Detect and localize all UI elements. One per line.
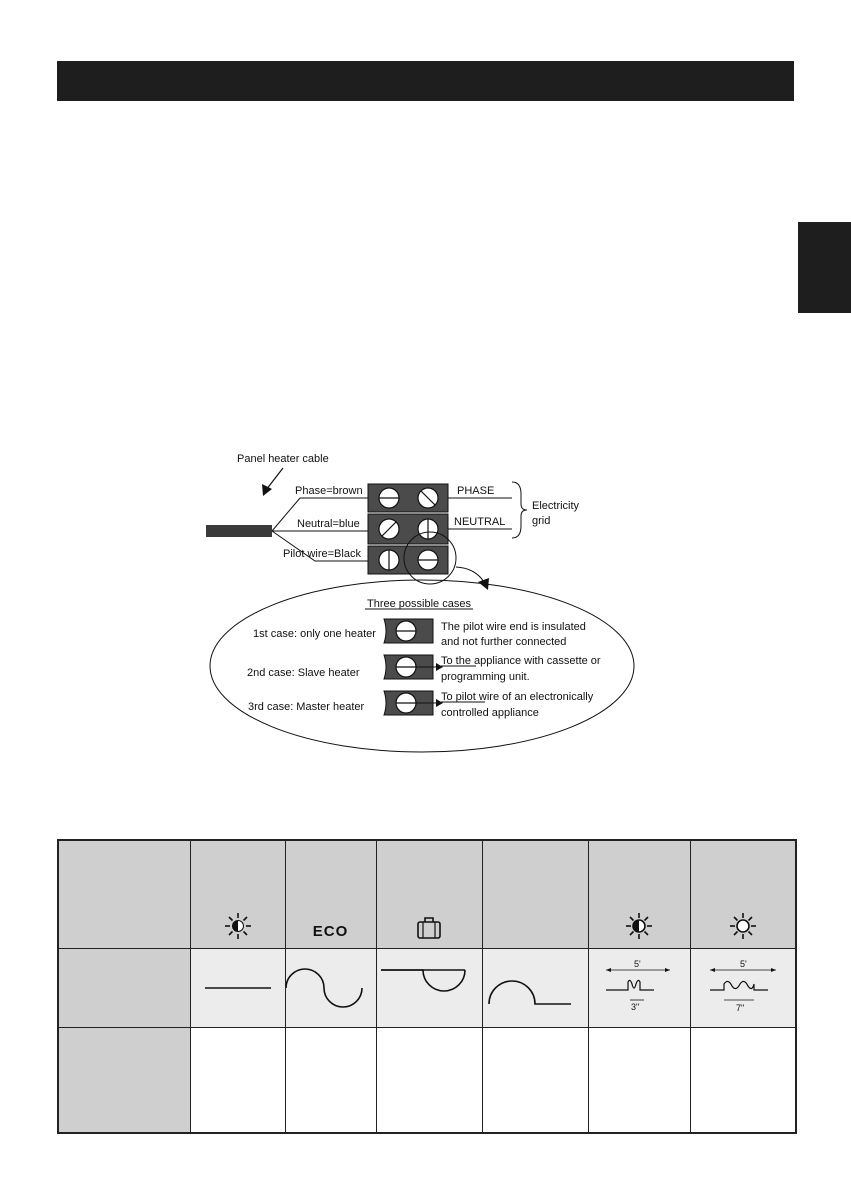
table-cell [285,840,376,949]
cable-pointer-arrow [262,484,272,496]
pilot-wire-label: Pilot wire=Black [283,548,361,560]
table-cell [190,949,285,1028]
grid-brace [512,482,527,538]
table-cell [690,840,796,949]
case-3-label: 3rd case: Master heater [248,701,365,713]
signal-flat-line [193,968,283,1008]
sun-icon [729,912,757,940]
signal-full-sine [286,958,376,1018]
table-cell [482,840,588,949]
grid-label-line1: Electricity [532,500,580,512]
table-cell [190,840,285,949]
grid-label-line2: grid [532,515,551,527]
table-cell [376,949,482,1028]
suitcase-icon [416,916,442,940]
cable-label: Panel heater cable [237,453,329,465]
case-2-desc-1: To the appliance with cassette or [441,655,601,667]
table-row [58,949,796,1028]
case-1-desc-2: and not further connected [441,636,567,648]
table-cell [285,949,376,1028]
table-cell [588,949,690,1028]
table-cell [482,1028,588,1134]
table-cell [482,949,588,1028]
comfort-minus1-period: 5' [634,959,641,969]
case-1-desc-1: The pilot wire end is insulated [441,621,586,633]
sun-half-icon [625,912,653,940]
panel-heater-cable [206,525,272,537]
table-cell [690,1028,796,1134]
neutral-wire-label: Neutral=blue [297,518,360,530]
case-1-label: 1st case: only one heater [253,628,376,640]
table-cell [690,949,796,1028]
table-row [58,840,796,949]
neutral-label: NEUTRAL [454,516,506,528]
table-row [58,1028,796,1134]
table-cell [285,1028,376,1134]
comfort-minus2-period: 5' [739,959,747,969]
table-cell [58,1028,190,1134]
signal-negative-half [377,958,481,1018]
case-3-desc-1: To pilot wire of an electronically [441,691,594,703]
eco-icon: ECO [312,923,349,940]
comfort-minus2-pulse: 7" [735,1003,744,1013]
table-cell [588,840,690,949]
comfort-minus1-pulse: 3" [631,1002,640,1012]
phase-wire-label: Phase=brown [295,485,363,497]
table-cell [376,840,482,949]
table-cell [588,1028,690,1134]
phase-label: PHASE [457,485,495,497]
signal-positive-half [483,958,587,1018]
cable-pointer-line [266,468,283,490]
zoom-pointer-line [456,567,484,582]
case-3-desc-2: controlled appliance [441,707,539,719]
table-cell [190,1028,285,1134]
pilot-wire-modes-table [57,839,797,1134]
cases-title: Three possible cases [367,598,471,610]
signal-comfort-minus-1 [594,958,684,1018]
table-cell [58,840,190,949]
case-2-desc-2: programming unit. [441,671,530,683]
signal-comfort-minus-2 [698,958,788,1018]
table-cell [376,1028,482,1134]
table-cell [58,949,190,1028]
sun-moon-icon [224,912,252,940]
case-2-label: 2nd case: Slave heater [247,667,360,679]
